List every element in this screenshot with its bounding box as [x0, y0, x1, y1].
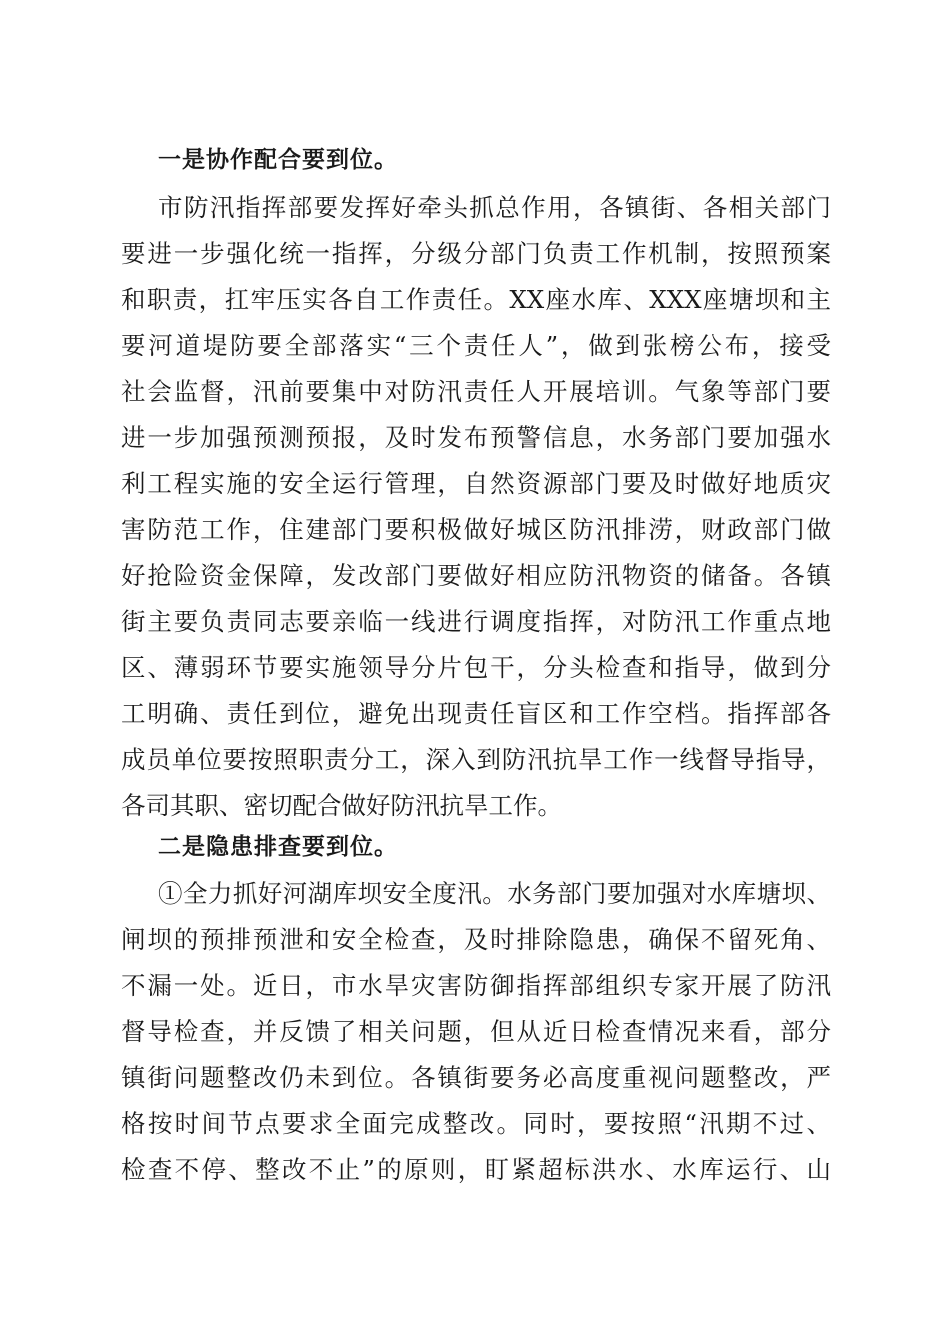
paragraph-line: 督导检查，并反馈了相关问题，但从近日检查情况来看，部分 — [121, 1017, 831, 1046]
paragraph-line: 要进一步强化统一指挥，分级分部门负责工作机制，按照预案 — [121, 239, 831, 268]
paragraph-line: 闸坝的预排预泄和安全检查，及时排除隐患，确保不留死角、 — [121, 925, 831, 954]
paragraph-line: 和职责，扛牢压实各自工作责任。XX座水库、XXX座塘坝和主 — [121, 285, 831, 314]
paragraph-line: 市防汛指挥部要发挥好牵头抓总作用，各镇街、各相关部门 — [158, 193, 831, 222]
paragraph-line: 社会监督，汛前要集中对防汛责任人开展培训。气象等部门要 — [121, 377, 831, 406]
paragraph-line: 成员单位要按照职责分工，深入到防汛抗旱工作一线督导指导， — [121, 745, 831, 774]
paragraph-line: 好抢险资金保障，发改部门要做好相应防汛物资的储备。各镇 — [121, 561, 831, 590]
paragraph-line: ①全力抓好河湖库坝安全度汛。水务部门要加强对水库塘坝、 — [158, 879, 831, 908]
paragraph-line: 检查不停、整改不止”的原则，盯紧超标洪水、水库运行、山 — [121, 1155, 831, 1184]
paragraph-line: 各司其职、密切配合做好防汛抗旱工作。 — [121, 791, 562, 820]
section-heading-1: 一是协作配合要到位。 — [158, 147, 398, 173]
paragraph-line: 工明确、责任到位，避免出现责任盲区和工作空档。指挥部各 — [121, 699, 831, 728]
paragraph-line: 利工程实施的安全运行管理，自然资源部门要及时做好地质灾 — [121, 469, 831, 498]
paragraph-line: 进一步加强预测预报，及时发布预警信息，水务部门要加强水 — [121, 423, 831, 452]
section-heading-2: 二是隐患排查要到位。 — [158, 834, 398, 860]
paragraph-line: 街主要负责同志要亲临一线进行调度指挥，对防汛工作重点地 — [121, 607, 831, 636]
paragraph-line: 镇街问题整改仍未到位。各镇街要务必高度重视问题整改，严 — [121, 1063, 831, 1092]
paragraph-line: 区、薄弱环节要实施领导分片包干，分头检查和指导，做到分 — [121, 653, 831, 682]
paragraph-line: 不漏一处。近日，市水旱灾害防御指挥部组织专家开展了防汛 — [121, 971, 831, 1000]
paragraph-line: 害防范工作，住建部门要积极做好城区防汛排涝，财政部门做 — [121, 515, 831, 544]
paragraph-line: 格按时间节点要求全面完成整改。同时，要按照“汛期不过、 — [121, 1109, 831, 1138]
paragraph-line: 要河道堤防要全部落实“三个责任人”，做到张榜公布，接受 — [121, 331, 831, 360]
